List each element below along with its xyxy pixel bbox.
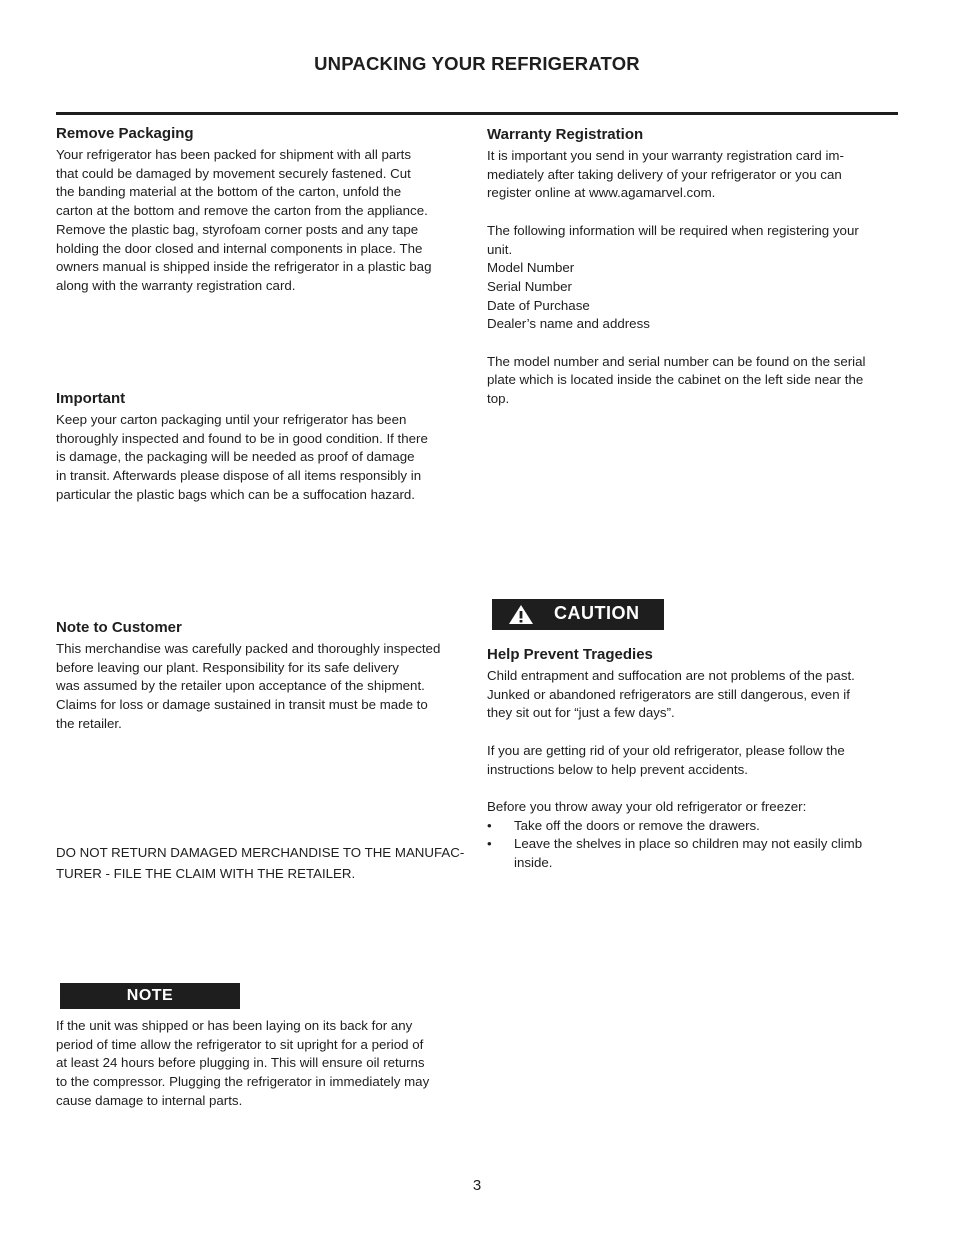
text-line: Child entrapment and suffocation are not problems of the past. <box>487 668 855 683</box>
text-line: carton at the bottom and remove the carton from the appliance. <box>56 203 428 219</box>
text-line: register online at www.agamarvel.com. <box>487 185 716 201</box>
list-item-text: Take off the doors or remove the drawers. <box>514 817 760 833</box>
text-line: period of time allow the refrigerator to sit upright for a period of <box>56 1036 424 1052</box>
bullet: • <box>487 817 492 833</box>
text-line: owners manual is shipped inside the refrigerator in a plastic bag <box>56 259 432 275</box>
tragedies-paragraph-1 <box>487 667 899 723</box>
remove-packaging-text <box>56 146 468 296</box>
text-line: Your refrigerator has been packed for shipment with all parts <box>56 147 412 162</box>
note-label: NOTE <box>126 987 174 1004</box>
text-line: Claims for loss or damage sustained in transit must be made to <box>56 697 428 713</box>
warranty-location-info <box>487 353 899 409</box>
note-to-customer-text <box>56 640 468 734</box>
note-to-customer-heading: Note to Customer <box>56 619 182 636</box>
warranty-required-info <box>487 222 899 334</box>
remove-packaging-section <box>56 124 468 296</box>
text-line: along with the warranty registration card. <box>56 277 296 293</box>
title-divider <box>56 112 898 115</box>
warranty-heading: Warranty Registration <box>487 126 644 143</box>
tragedies-heading: Help Prevent Tragedies <box>487 646 653 663</box>
tragedies-paragraph-3 <box>487 798 899 817</box>
warning-triangle-icon <box>508 604 534 625</box>
text-line: Serial Number <box>487 278 572 294</box>
text-line: TURER - FILE THE CLAIM WITH THE RETAILER. <box>56 865 356 881</box>
caution-label-box <box>492 599 664 630</box>
text-line: plate which is located inside the cabinet on the left side near the <box>487 372 864 388</box>
list-item-text: Leave the shelves in place so children may not easily climb inside. <box>514 836 863 870</box>
text-line: at least 24 hours before plugging in. This will ensure oil returns <box>56 1055 425 1071</box>
text-line: Dealer’s name and address <box>487 316 650 332</box>
important-section <box>56 389 468 505</box>
note-to-customer-section <box>56 618 468 734</box>
text-line: they sit out for “just a few days”. <box>487 705 675 721</box>
important-text <box>56 411 468 505</box>
text-line: unit. <box>487 241 513 257</box>
text-line: the retailer. <box>56 715 122 731</box>
text-line: instructions below to help prevent accidents. <box>487 761 748 777</box>
list-item <box>487 835 899 872</box>
text-line: that could be damaged by movement securely fastened. Cut <box>56 165 411 181</box>
text-line: cause damage to internal parts. <box>56 1092 243 1108</box>
caution-label: CAUTION <box>554 603 640 623</box>
note-text <box>56 1017 468 1111</box>
text-line: Junked or abandoned refrigerators are still dangerous, even if <box>487 686 850 702</box>
help-prevent-tragedies-section <box>487 645 899 873</box>
text-line: is damage, the packaging will be needed as proof of damage <box>56 449 415 465</box>
text-line: The following information will be required when registering your <box>487 222 859 238</box>
page-title: UNPACKING YOUR REFRIGERATOR <box>314 53 640 74</box>
text-line: was assumed by the retailer upon acceptance of the shipment. <box>56 678 425 694</box>
text-line: to the compressor. Plugging the refrigerator in immediately may <box>56 1074 430 1090</box>
text-line: in transit. Afterwards please dispose of all items responsibly in <box>56 468 422 484</box>
text-line: the banding material at the bottom of the carton, unfold the <box>56 184 402 200</box>
text-line: holding the door closed and internal components in place. The <box>56 240 423 256</box>
page-number: 3 <box>472 1177 482 1194</box>
text-line: Keep your carton packaging until your refrigerator has been <box>56 412 407 427</box>
warranty-section <box>487 125 899 409</box>
text-line: DO NOT RETURN DAMAGED MERCHANDISE TO THE MANUFAC- <box>56 845 465 860</box>
text-line: thoroughly inspected and found to be in good condition. If there <box>56 430 428 446</box>
text-line: This merchandise was carefully packed and thoroughly inspected <box>56 641 441 656</box>
tragedies-paragraph-2 <box>487 742 899 779</box>
text-line: before leaving our plant. Responsibility for its safe delivery <box>56 659 399 675</box>
text-line: Model Number <box>487 260 575 276</box>
text-line: particular the plastic bags which can be a suffocation hazard. <box>56 486 415 502</box>
text-line: If you are getting rid of your old refrigerator, please follow the <box>487 742 845 758</box>
text-line: mediately after taking delivery of your refrigerator or you can <box>487 166 842 182</box>
text-line: Before you throw away your old refrigerator or freezer: <box>487 798 807 814</box>
warranty-intro <box>487 147 899 203</box>
bullet: • <box>487 836 492 852</box>
text-line: Date of Purchase <box>487 297 590 313</box>
list-item <box>487 817 899 836</box>
remove-packaging-heading: Remove Packaging <box>56 125 194 142</box>
text-line: The model number and serial number can be found on the serial <box>487 353 866 369</box>
text-line: It is important you send in your warranty registration card im- <box>487 148 844 163</box>
disposal-steps-list <box>487 817 899 873</box>
text-line: If the unit was shipped or has been laying on its back for any <box>56 1018 413 1033</box>
note-label-box <box>60 983 240 1009</box>
important-heading: Important <box>56 390 126 407</box>
text-line: Remove the plastic bag, styrofoam corner posts and any tape <box>56 221 419 237</box>
text-line: top. <box>487 391 510 407</box>
do-not-return-warning <box>56 843 468 884</box>
